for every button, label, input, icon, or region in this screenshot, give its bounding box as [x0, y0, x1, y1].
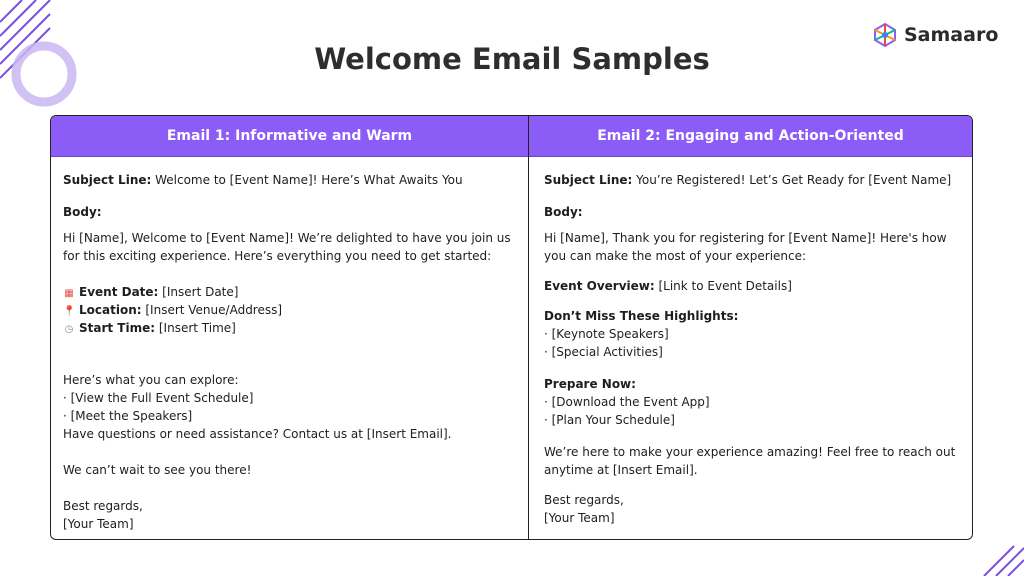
overview-label: Event Overview: — [544, 279, 655, 293]
email1-column — [51, 116, 529, 539]
detail-label: Event Date: — [79, 285, 159, 299]
detail-location — [63, 303, 516, 319]
subject-label: Subject Line: — [544, 173, 633, 187]
prepare-label: Prepare Now: — [544, 377, 636, 391]
page-title: Welcome Email Samples — [314, 42, 710, 76]
intro-line: you can make the most of your experience: — [544, 249, 807, 263]
email2-body — [529, 157, 972, 527]
clock-icon: ◷ — [64, 324, 74, 335]
detail-value: [Insert Date] — [158, 285, 239, 299]
email1-subject — [63, 171, 516, 189]
detail-event-date — [63, 283, 516, 303]
highlight-item[interactable]: · [Special Activities] — [544, 345, 663, 359]
body-label: Body: — [544, 205, 583, 219]
calendar-icon: ▦ — [64, 288, 74, 299]
detail-value: [Insert Venue/Address] — [141, 303, 283, 317]
decorative-lines-bottomright — [964, 536, 1024, 576]
detail-start-time — [63, 319, 516, 339]
highlights-label: Don’t Miss These Highlights: — [544, 309, 739, 323]
intro-line: Hi [Name], Welcome to [Event Name]! We’re delighted to have you join us — [63, 231, 511, 245]
subject-text: You’re Registered! Let’s Get Ready for [Event Name] — [632, 173, 952, 187]
outro-line: We’re here to make your experience amazing! Feel free to reach out — [544, 445, 956, 459]
email-comparison-table — [50, 115, 973, 540]
link-item[interactable]: · [View the Full Event Schedule] — [63, 391, 254, 405]
email1-body — [51, 157, 528, 533]
detail-label: Location: — [79, 303, 142, 317]
detail-label: Start Time: — [79, 321, 156, 335]
help-line: Have questions or need assistance? Contact us at [Insert Email]. — [63, 427, 452, 441]
body-label: Body: — [63, 205, 102, 219]
email2-header: Email 2: Engaging and Action-Oriented — [529, 116, 972, 157]
subject-label: Subject Line: — [63, 173, 152, 187]
detail-value: [Insert Time] — [155, 321, 236, 335]
closing-line: We can’t wait to see you there! — [63, 463, 252, 477]
email1-header: Email 1: Informative and Warm — [51, 116, 528, 157]
intro-line: Hi [Name], Thank you for registering for [Event Name]! Here's how — [544, 231, 947, 245]
email2-column — [529, 116, 972, 539]
outro-line: anytime at [Insert Email]. — [544, 463, 698, 477]
overview-link[interactable]: [Link to Event Details] — [654, 279, 792, 293]
pin-icon: 📍 — [63, 306, 76, 317]
explore-line: Here’s what you can explore: — [63, 373, 239, 387]
prepare-item[interactable]: · [Plan Your Schedule] — [544, 413, 675, 427]
link-item[interactable]: · [Meet the Speakers] — [63, 409, 193, 423]
regards: Best regards, — [544, 493, 624, 507]
highlight-item[interactable]: · [Keynote Speakers] — [544, 327, 669, 341]
regards: Best regards, — [63, 499, 143, 513]
subject-text: Welcome to [Event Name]! Here’s What Awaits You — [151, 173, 463, 187]
event-overview — [544, 277, 960, 295]
signature: [Your Team] — [63, 517, 134, 531]
prepare-item[interactable]: · [Download the Event App] — [544, 395, 710, 409]
intro-line: for this exciting experience. Here’s everything you need to get started: — [63, 249, 492, 263]
brand-name: Samaaro — [904, 24, 999, 46]
signature: [Your Team] — [544, 511, 615, 525]
email2-subject — [544, 171, 960, 189]
